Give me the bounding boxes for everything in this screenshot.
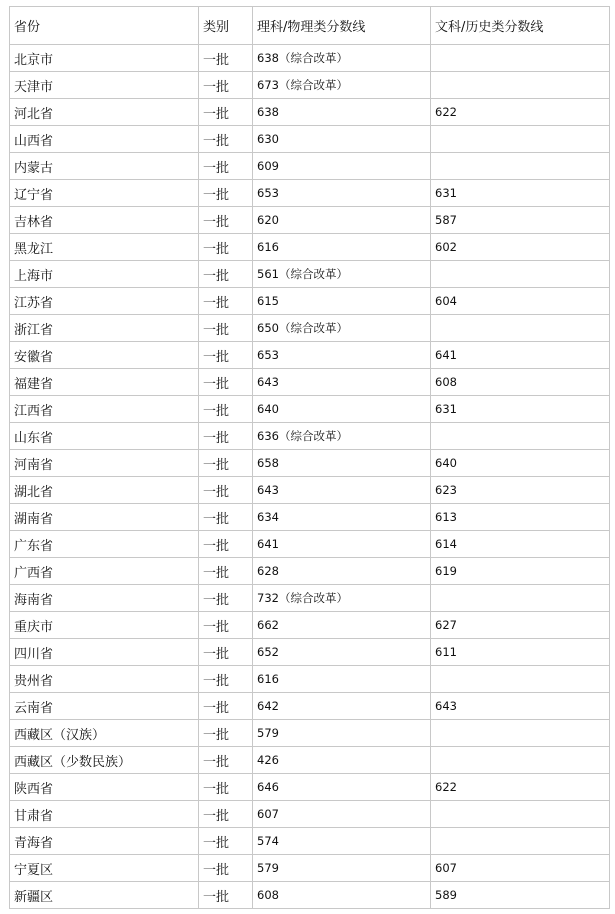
category-cell: 一批 bbox=[199, 828, 253, 855]
province-cell: 江苏省 bbox=[10, 288, 199, 315]
science-score-cell: 630 bbox=[253, 126, 431, 153]
table-row bbox=[10, 153, 610, 180]
arts-score-cell bbox=[431, 666, 610, 693]
science-score-cell: 642 bbox=[253, 693, 431, 720]
science-score-cell: 650（综合改革） bbox=[253, 315, 431, 342]
science-score-cell: 616 bbox=[253, 234, 431, 261]
category-cell: 一批 bbox=[199, 801, 253, 828]
province-cell: 辽宁省 bbox=[10, 180, 199, 207]
arts-score-cell bbox=[431, 45, 610, 72]
science-score-cell: 574 bbox=[253, 828, 431, 855]
arts-score-cell: 619 bbox=[431, 558, 610, 585]
arts-score-cell bbox=[431, 585, 610, 612]
category-cell: 一批 bbox=[199, 72, 253, 99]
category-cell: 一批 bbox=[199, 774, 253, 801]
arts-score-cell: 622 bbox=[431, 774, 610, 801]
province-cell: 吉林省 bbox=[10, 207, 199, 234]
science-score-cell: 638 bbox=[253, 99, 431, 126]
category-cell: 一批 bbox=[199, 342, 253, 369]
category-cell: 一批 bbox=[199, 153, 253, 180]
category-cell: 一批 bbox=[199, 315, 253, 342]
science-score-cell: 662 bbox=[253, 612, 431, 639]
category-cell: 一批 bbox=[199, 396, 253, 423]
science-score-cell: 640 bbox=[253, 396, 431, 423]
arts-score-cell bbox=[431, 126, 610, 153]
science-score-cell: 643 bbox=[253, 369, 431, 396]
arts-score-cell bbox=[431, 801, 610, 828]
arts-score-cell: 611 bbox=[431, 639, 610, 666]
table-body bbox=[10, 45, 610, 909]
table-row bbox=[10, 450, 610, 477]
category-cell: 一批 bbox=[199, 612, 253, 639]
table-row bbox=[10, 666, 610, 693]
arts-score-cell: 622 bbox=[431, 99, 610, 126]
category-cell: 一批 bbox=[199, 477, 253, 504]
province-cell: 江西省 bbox=[10, 396, 199, 423]
table-row bbox=[10, 126, 610, 153]
science-score-cell: 638（综合改革） bbox=[253, 45, 431, 72]
arts-score-cell: 641 bbox=[431, 342, 610, 369]
table-row bbox=[10, 72, 610, 99]
table-row bbox=[10, 558, 610, 585]
table-row bbox=[10, 855, 610, 882]
science-score-cell: 646 bbox=[253, 774, 431, 801]
province-cell: 宁夏区 bbox=[10, 855, 199, 882]
science-score-cell: 579 bbox=[253, 720, 431, 747]
province-cell: 海南省 bbox=[10, 585, 199, 612]
table-row bbox=[10, 801, 610, 828]
arts-score-cell bbox=[431, 315, 610, 342]
science-score-cell: 658 bbox=[253, 450, 431, 477]
arts-score-cell bbox=[431, 828, 610, 855]
arts-score-cell bbox=[431, 720, 610, 747]
science-score-cell: 641 bbox=[253, 531, 431, 558]
table-row bbox=[10, 99, 610, 126]
arts-score-cell: 643 bbox=[431, 693, 610, 720]
category-cell: 一批 bbox=[199, 369, 253, 396]
science-score-cell: 673（综合改革） bbox=[253, 72, 431, 99]
category-cell: 一批 bbox=[199, 855, 253, 882]
category-cell: 一批 bbox=[199, 882, 253, 909]
province-cell: 北京市 bbox=[10, 45, 199, 72]
province-cell: 浙江省 bbox=[10, 315, 199, 342]
arts-score-cell bbox=[431, 423, 610, 450]
province-cell: 贵州省 bbox=[10, 666, 199, 693]
science-score-cell: 615 bbox=[253, 288, 431, 315]
province-cell: 湖南省 bbox=[10, 504, 199, 531]
arts-score-cell bbox=[431, 72, 610, 99]
table-row bbox=[10, 828, 610, 855]
table-row bbox=[10, 477, 610, 504]
category-cell: 一批 bbox=[199, 180, 253, 207]
arts-score-cell: 614 bbox=[431, 531, 610, 558]
category-cell: 一批 bbox=[199, 639, 253, 666]
province-cell: 甘肃省 bbox=[10, 801, 199, 828]
category-cell: 一批 bbox=[199, 747, 253, 774]
table-row bbox=[10, 234, 610, 261]
category-cell: 一批 bbox=[199, 450, 253, 477]
science-score-cell: 579 bbox=[253, 855, 431, 882]
table-row bbox=[10, 693, 610, 720]
science-score-cell: 426 bbox=[253, 747, 431, 774]
arts-score-cell bbox=[431, 747, 610, 774]
province-cell: 广东省 bbox=[10, 531, 199, 558]
category-cell: 一批 bbox=[199, 693, 253, 720]
arts-score-cell: 604 bbox=[431, 288, 610, 315]
category-cell: 一批 bbox=[199, 558, 253, 585]
category-cell: 一批 bbox=[199, 45, 253, 72]
table-row bbox=[10, 45, 610, 72]
table-row bbox=[10, 504, 610, 531]
header-science-score: 理科/物理类分数线 bbox=[253, 7, 431, 45]
category-cell: 一批 bbox=[199, 531, 253, 558]
science-score-cell: 732（综合改革） bbox=[253, 585, 431, 612]
category-cell: 一批 bbox=[199, 99, 253, 126]
table-row bbox=[10, 585, 610, 612]
province-cell: 山东省 bbox=[10, 423, 199, 450]
category-cell: 一批 bbox=[199, 234, 253, 261]
table-row bbox=[10, 207, 610, 234]
arts-score-cell: 613 bbox=[431, 504, 610, 531]
province-cell: 山西省 bbox=[10, 126, 199, 153]
header-arts-score: 文科/历史类分数线 bbox=[431, 7, 610, 45]
arts-score-cell: 640 bbox=[431, 450, 610, 477]
category-cell: 一批 bbox=[199, 423, 253, 450]
category-cell: 一批 bbox=[199, 720, 253, 747]
province-cell: 西藏区（少数民族） bbox=[10, 747, 199, 774]
arts-score-cell: 608 bbox=[431, 369, 610, 396]
science-score-cell: 653 bbox=[253, 342, 431, 369]
table-row bbox=[10, 639, 610, 666]
science-score-cell: 616 bbox=[253, 666, 431, 693]
category-cell: 一批 bbox=[199, 585, 253, 612]
province-cell: 福建省 bbox=[10, 369, 199, 396]
table-row bbox=[10, 315, 610, 342]
table-row bbox=[10, 531, 610, 558]
category-cell: 一批 bbox=[199, 504, 253, 531]
category-cell: 一批 bbox=[199, 261, 253, 288]
province-cell: 新疆区 bbox=[10, 882, 199, 909]
table-row bbox=[10, 612, 610, 639]
table-row bbox=[10, 423, 610, 450]
science-score-cell: 608 bbox=[253, 882, 431, 909]
province-cell: 内蒙古 bbox=[10, 153, 199, 180]
arts-score-cell: 589 bbox=[431, 882, 610, 909]
province-cell: 西藏区（汉族） bbox=[10, 720, 199, 747]
table-row bbox=[10, 369, 610, 396]
arts-score-cell bbox=[431, 261, 610, 288]
province-cell: 四川省 bbox=[10, 639, 199, 666]
province-cell: 黑龙江 bbox=[10, 234, 199, 261]
science-score-cell: 652 bbox=[253, 639, 431, 666]
table-row bbox=[10, 720, 610, 747]
table-row bbox=[10, 747, 610, 774]
science-score-cell: 620 bbox=[253, 207, 431, 234]
arts-score-cell: 627 bbox=[431, 612, 610, 639]
science-score-cell: 634 bbox=[253, 504, 431, 531]
science-score-cell: 609 bbox=[253, 153, 431, 180]
province-cell: 湖北省 bbox=[10, 477, 199, 504]
arts-score-cell: 602 bbox=[431, 234, 610, 261]
arts-score-cell: 623 bbox=[431, 477, 610, 504]
science-score-cell: 561（综合改革） bbox=[253, 261, 431, 288]
province-cell: 天津市 bbox=[10, 72, 199, 99]
arts-score-cell: 631 bbox=[431, 180, 610, 207]
province-cell: 安徽省 bbox=[10, 342, 199, 369]
province-cell: 重庆市 bbox=[10, 612, 199, 639]
score-table bbox=[9, 6, 610, 909]
arts-score-cell: 631 bbox=[431, 396, 610, 423]
science-score-cell: 653 bbox=[253, 180, 431, 207]
header-category: 类别 bbox=[199, 7, 253, 45]
arts-score-cell: 607 bbox=[431, 855, 610, 882]
category-cell: 一批 bbox=[199, 126, 253, 153]
table-row bbox=[10, 288, 610, 315]
header-province: 省份 bbox=[10, 7, 199, 45]
header-row bbox=[10, 7, 610, 45]
province-cell: 陕西省 bbox=[10, 774, 199, 801]
table-row bbox=[10, 180, 610, 207]
category-cell: 一批 bbox=[199, 207, 253, 234]
science-score-cell: 643 bbox=[253, 477, 431, 504]
province-cell: 青海省 bbox=[10, 828, 199, 855]
science-score-cell: 636（综合改革） bbox=[253, 423, 431, 450]
category-cell: 一批 bbox=[199, 666, 253, 693]
province-cell: 上海市 bbox=[10, 261, 199, 288]
table-row bbox=[10, 882, 610, 909]
table-row bbox=[10, 342, 610, 369]
science-score-cell: 607 bbox=[253, 801, 431, 828]
category-cell: 一批 bbox=[199, 288, 253, 315]
table-row bbox=[10, 396, 610, 423]
arts-score-cell bbox=[431, 153, 610, 180]
science-score-cell: 628 bbox=[253, 558, 431, 585]
province-cell: 云南省 bbox=[10, 693, 199, 720]
arts-score-cell: 587 bbox=[431, 207, 610, 234]
table-row bbox=[10, 261, 610, 288]
province-cell: 河南省 bbox=[10, 450, 199, 477]
province-cell: 河北省 bbox=[10, 99, 199, 126]
table-row bbox=[10, 774, 610, 801]
province-cell: 广西省 bbox=[10, 558, 199, 585]
